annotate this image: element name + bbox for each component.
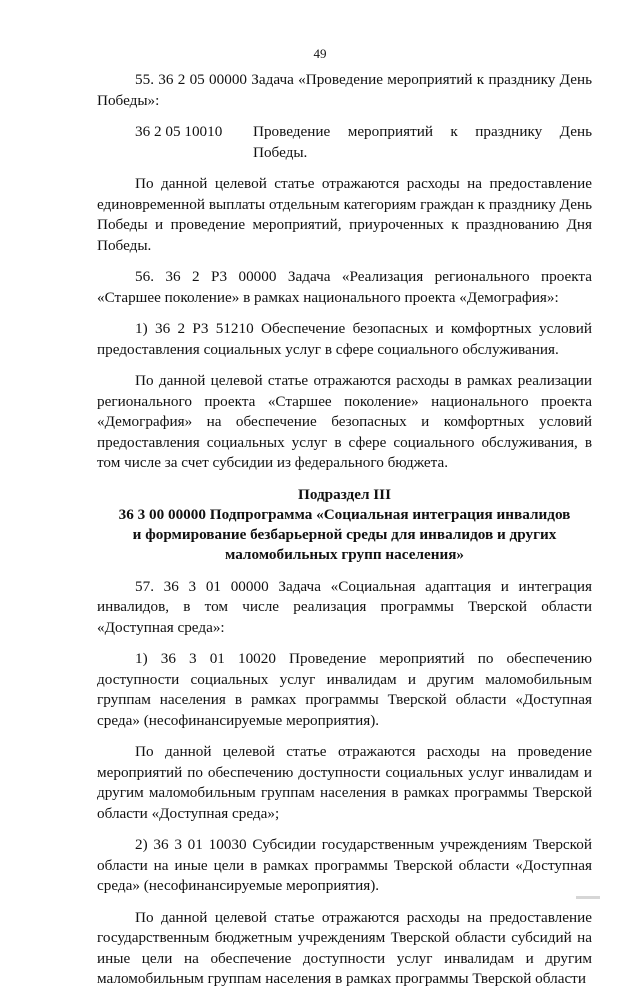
- heading-line: Подраздел III: [298, 485, 391, 503]
- page-number: 49: [313, 46, 327, 61]
- paragraph: По данной целевой статье отражаются расходы на проведение мероприятий по обеспечению доступности социальных услуг инвалидам и другим маломобильным группам населения в рамках программы Тверской области «Доступная среда»;: [97, 743, 592, 822]
- paragraph: 57. 36 3 01 00000 Задача «Социальная адаптация и интеграция инвалидов, в том числе реализация программы Тверской области «Доступная среда»:: [97, 577, 592, 636]
- code-description: Проведение мероприятий к празднику День Победы.: [253, 123, 592, 161]
- section-heading: [97, 485, 592, 565]
- paragraph: 56. 36 2 Р3 00000 Задача «Реализация регионального проекта «Старшее поколение» в рамках национального проекта «Демография»:: [97, 268, 592, 306]
- paragraph: 1) 36 3 01 10020 Проведение мероприятий по обеспечению доступности социальных услуг инвалидам и другим маломобильным группам населения в рамках программы Тверской области «Доступная среда» (несофинансируемые мероприятия).: [97, 650, 592, 729]
- paragraph: 55. 36 2 05 00000 Задача «Проведение мероприятий к празднику День Победы»:: [97, 71, 592, 109]
- paragraph: 1) 36 2 Р3 51210 Обеспечение безопасных и комфортных условий предоставления социальных услуг в сфере социального обслуживания.: [97, 320, 592, 358]
- paragraph: 2) 36 3 01 10030 Субсидии государственным учреждениям Тверской области на иные цели в рамках программы Тверской области «Доступная среда» (несофинансируемые мероприятия).: [97, 836, 592, 894]
- code-line: [97, 122, 592, 163]
- paragraph: По данной целевой статье отражаются расходы на предоставление государственным бюджетным учреждениям Тверской области субсидий на иные цели на обеспечение доступности услуг инвалидам и другим маломобильным группам населения в рамках программы Тверской области: [97, 908, 592, 987]
- paragraph: По данной целевой статье отражаются расходы в рамках реализации регионального проекта «Старшее поколение» национального проекта «Демография» на обеспечение безопасных и комфортных условий предоставления социальных услуг в сфере социального обслуживания, в том числе за счет субсидии из федерального бюджета.: [97, 372, 592, 471]
- heading-line: и формирование безбарьерной среды для инвалидов и других: [132, 525, 557, 543]
- paragraph: По данной целевой статье отражаются расходы на предоставление единовременной выплаты отдельным категориям граждан к празднику День Победы и проведение мероприятий, приуроченных к празднованию Дня Победы.: [97, 175, 592, 254]
- document-body: [97, 70, 592, 1001]
- scan-mark: [576, 896, 600, 899]
- budget-code: 36 2 05 10010: [135, 123, 223, 140]
- heading-line: 36 3 00 00000 Подпрограмма «Социальная интеграция инвалидов: [118, 505, 571, 523]
- heading-line: маломобильных групп населения»: [224, 545, 465, 563]
